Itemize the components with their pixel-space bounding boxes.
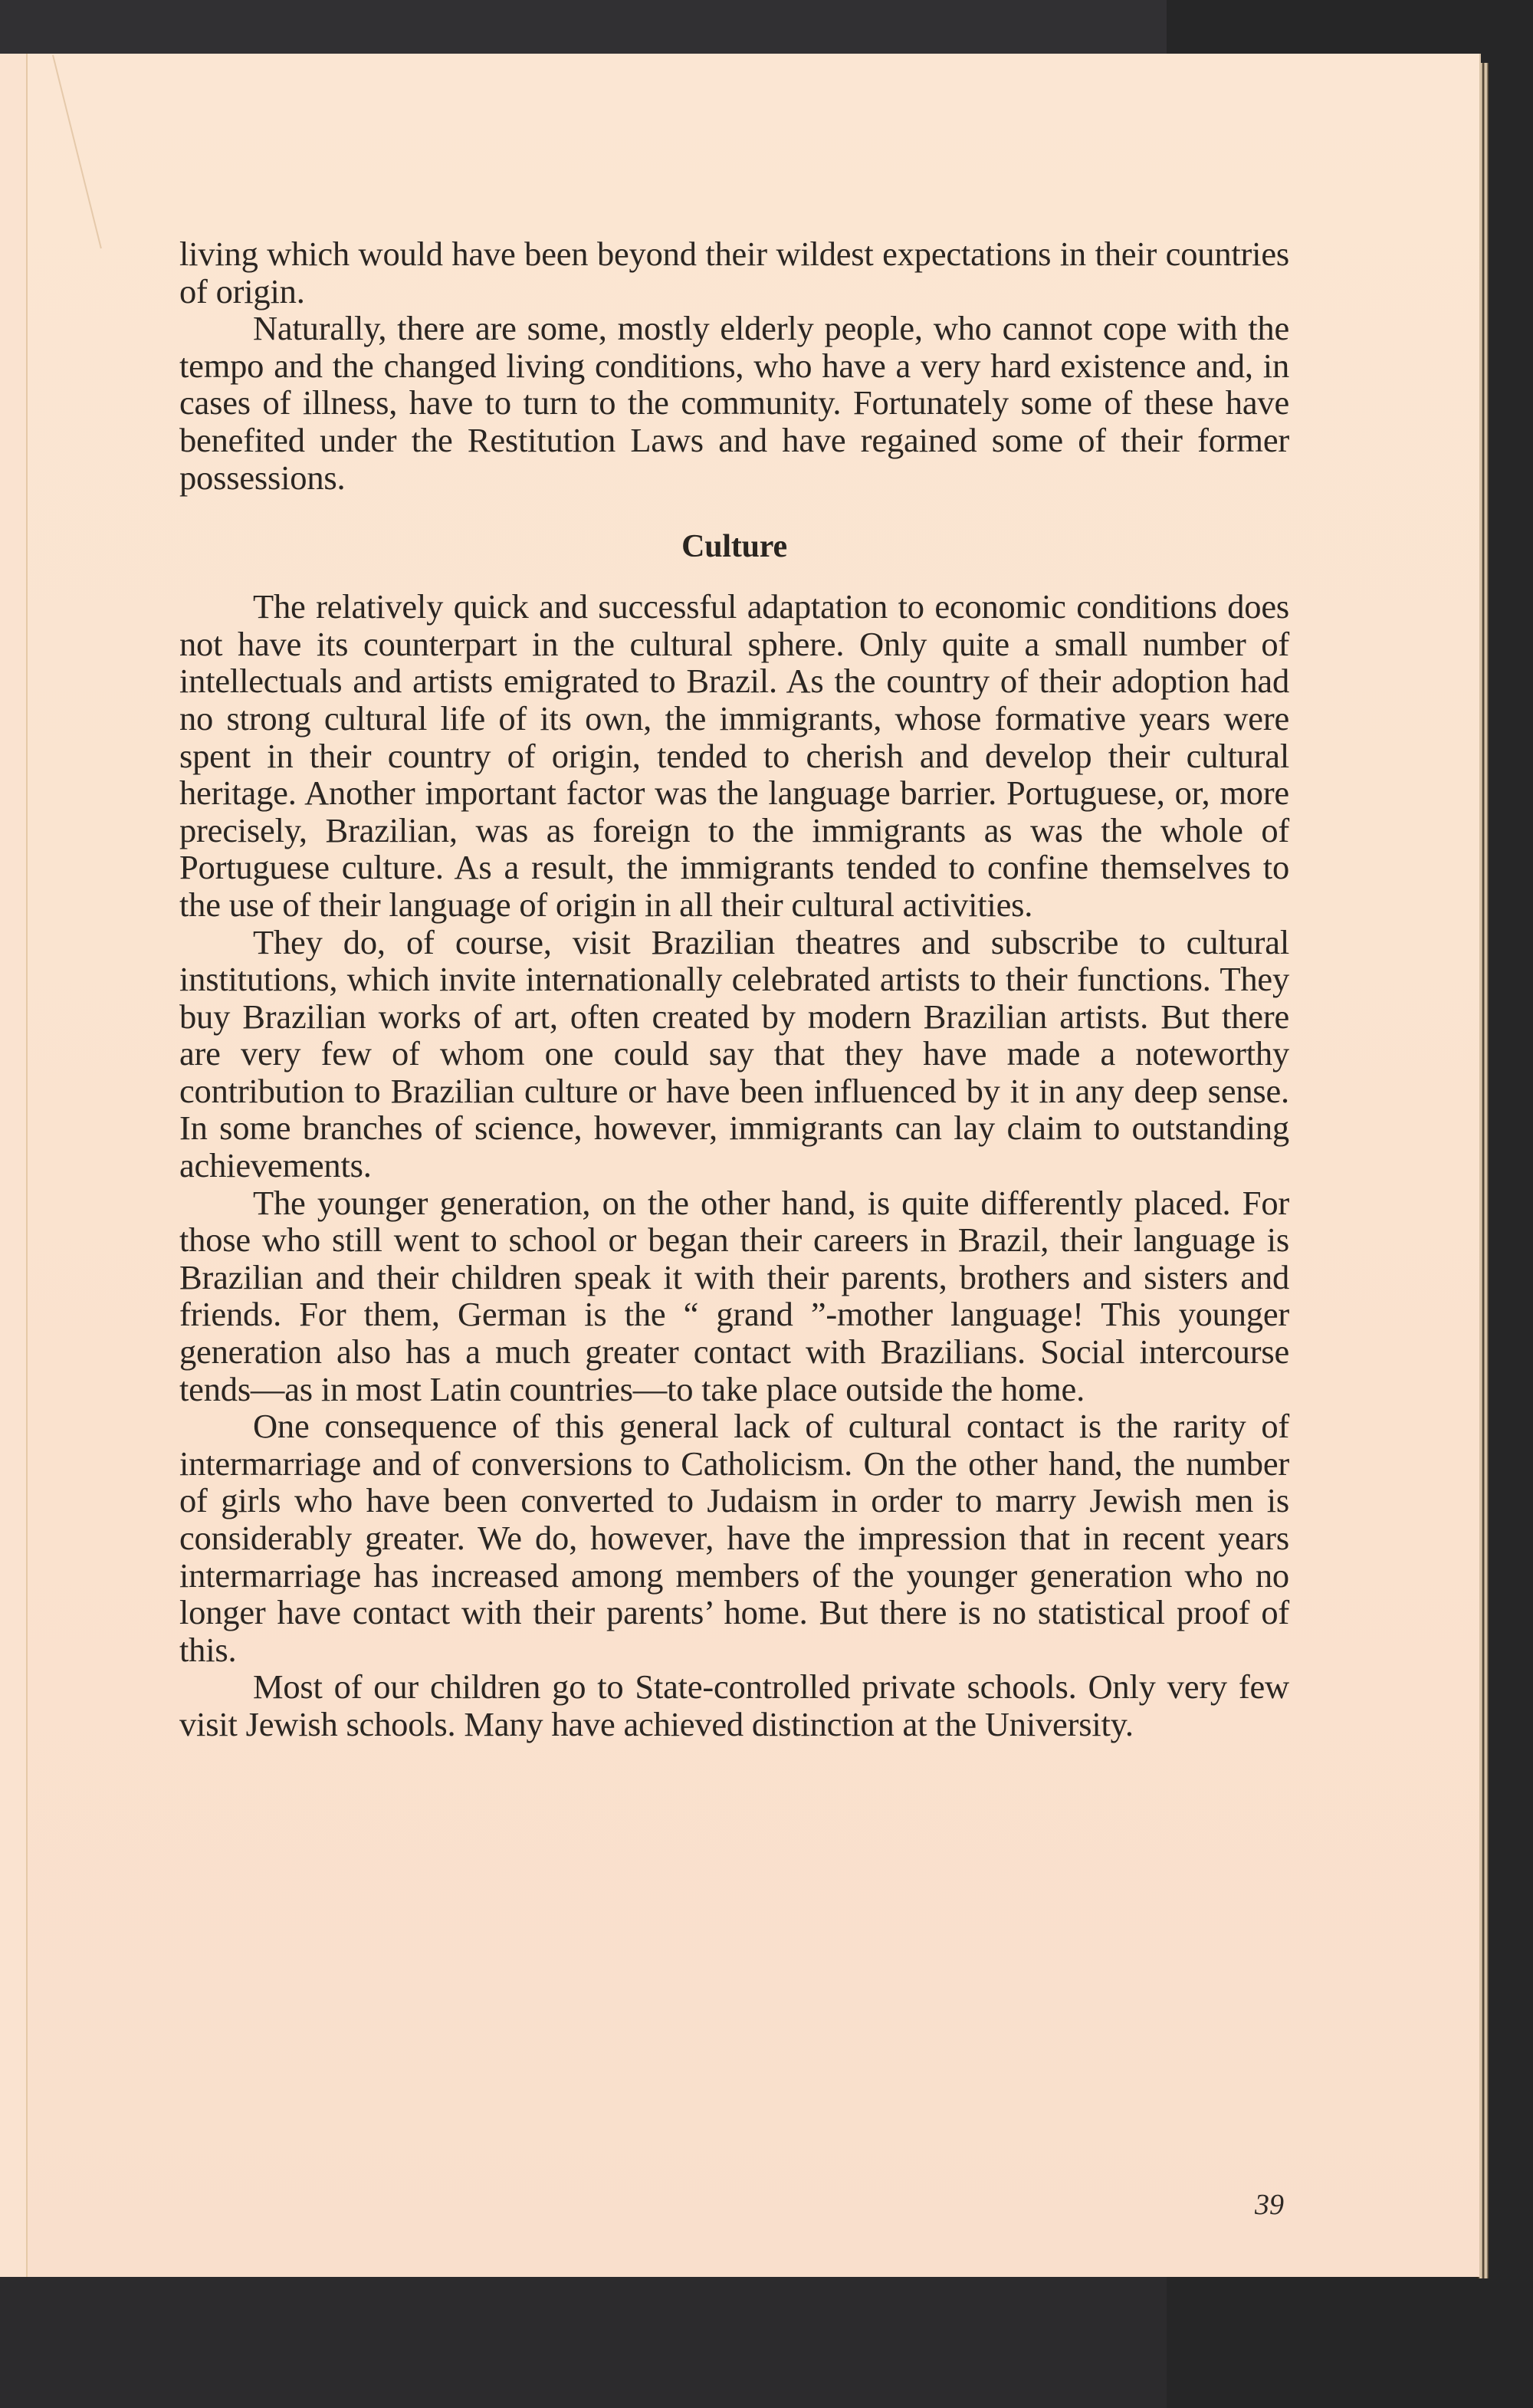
paragraph-schools: Most of our children go to State-controlled private schools. Only very few visit Jewish schools. Many have achieved distinction at the University. [179, 1667, 1289, 1743]
paragraph-intermarriage: One consequence of this general lack of cultural contact is the rarity of intermarriage and of conversions to Catholicism. On the other hand, the number of girls who have been converted to Judaism in order to marry Jewish men is considerably greater. We do, however, have the impression that in recent years intermarriage has increased among members of the younger generation who no longer have contact with their parents’ home. But there is no statistical proof of this. [179, 1407, 1289, 1669]
paragraph-younger-generation: The younger generation, on the other hand, is quite differently placed. For those who still went to school or began their careers in Brazil, their language is Brazilian and their children speak it with their parents, brothers and sisters and friends. For them, German is the “ grand ”-mother language! This younger generation also has a much greater contact with Brazilians. Social intercourse tends—as in most Latin countries—to take place outside the home. [179, 1183, 1289, 1408]
page-text-body [179, 235, 1289, 1743]
paragraph-adaptation: The relatively quick and successful adaptation to economic conditions does not have its counterpart in the cultural sphere. Only quite a small number of intellectuals and artists emigrated to Brazil. As the country of their adoption had no strong cultural life of its own, the immigrants, whose formative years were spent in their country of origin, tended to cherish and develop their cultural heritage. Another important factor was the language barrier. Portuguese, or, more precisely, Brazilian, was as foreign to the immigrants as was the whole of Portuguese culture. As a result, the immigrants tended to confine themselves to the use of their language of origin in all their cultural activities. [179, 587, 1289, 924]
paragraph-theatres: They do, of course, visit Brazilian theatres and subscribe to cultural institutions, which invite internationally celebrated artists to their functions. They buy Brazilian works of art, often created by modern Brazilian artists. But there are very few of whom one could say that they have made a noteworthy contribution to Brazilian culture or have been influenced by it in any deep sense. In some branches of science, however, immigrants can lay claim to outstanding achievements. [179, 922, 1289, 1185]
paragraph-continued: living which would have been beyond their wildest expectations in their countries of origin. [179, 235, 1289, 310]
paragraph-naturally: Naturally, there are some, mostly elderly people, who cannot cope with the tempo and the changed living conditions, who have a very hard existence and, in cases of illness, have to turn to the community. Fortunately some of these have benefited under the Restitution Laws and have regained some of their former possessions. [179, 309, 1289, 497]
section-heading-culture: Culture [681, 529, 787, 565]
page-number: 39 [1255, 2189, 1284, 2221]
previous-page-edge [0, 54, 28, 2277]
